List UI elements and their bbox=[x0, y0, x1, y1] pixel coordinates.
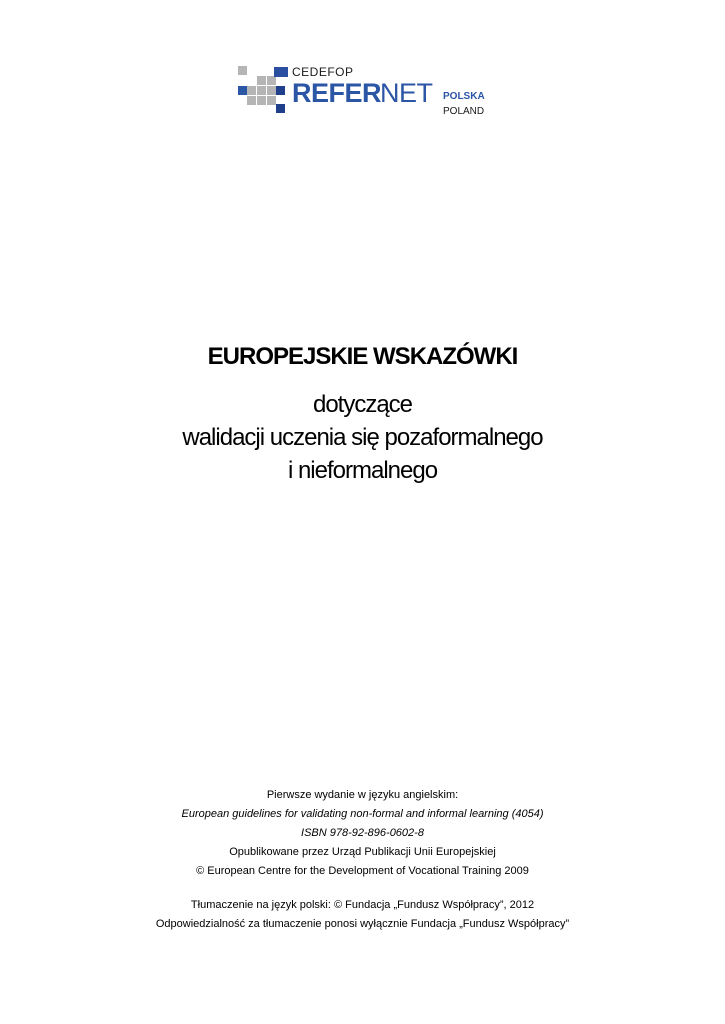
subtitle-line: dotyczące bbox=[312, 391, 413, 418]
copyright-note: © European Centre for the Development of Vocational Training 2009 bbox=[196, 865, 529, 877]
eu-flag-icon bbox=[274, 67, 288, 77]
document-title: EUROPEJSKIE WSKAZÓWKI bbox=[207, 343, 518, 370]
publisher-note: Opublikowane przez Urząd Publikacji Unii Europejskiej bbox=[229, 846, 496, 858]
first-edition-note: Pierwsze wydanie w języku angielskim: bbox=[266, 789, 459, 801]
original-title: European guidelines for validating non-formal and informal learning (4054) bbox=[181, 808, 544, 820]
subtitle-line: i nieformalnego bbox=[287, 457, 438, 484]
logo-cedefop-text: CEDEFOP bbox=[292, 65, 354, 79]
logo-refer-text: REFER bbox=[292, 78, 382, 108]
title-block bbox=[0, 340, 725, 487]
logo-polska-text: POLSKA bbox=[443, 91, 485, 102]
subtitle-line: walidacji uczenia się pozaformalnego bbox=[182, 424, 543, 451]
responsibility-note: Odpowiedzialność za tłumaczenie ponosi wyłącznie Fundacja „Fundusz Współpracy” bbox=[155, 918, 570, 930]
translation-note: Tłumaczenie na język polski: © Fundacja „Fundusz Współpracy”, 2012 bbox=[190, 899, 535, 911]
isbn: ISBN 978-92-896-0602-8 bbox=[301, 827, 424, 839]
logo-poland-text: POLAND bbox=[443, 106, 485, 117]
imprint-block bbox=[0, 786, 725, 934]
refernet-logo bbox=[236, 64, 496, 120]
logo-net-text: NET bbox=[380, 78, 433, 108]
document-subtitle bbox=[0, 388, 725, 487]
